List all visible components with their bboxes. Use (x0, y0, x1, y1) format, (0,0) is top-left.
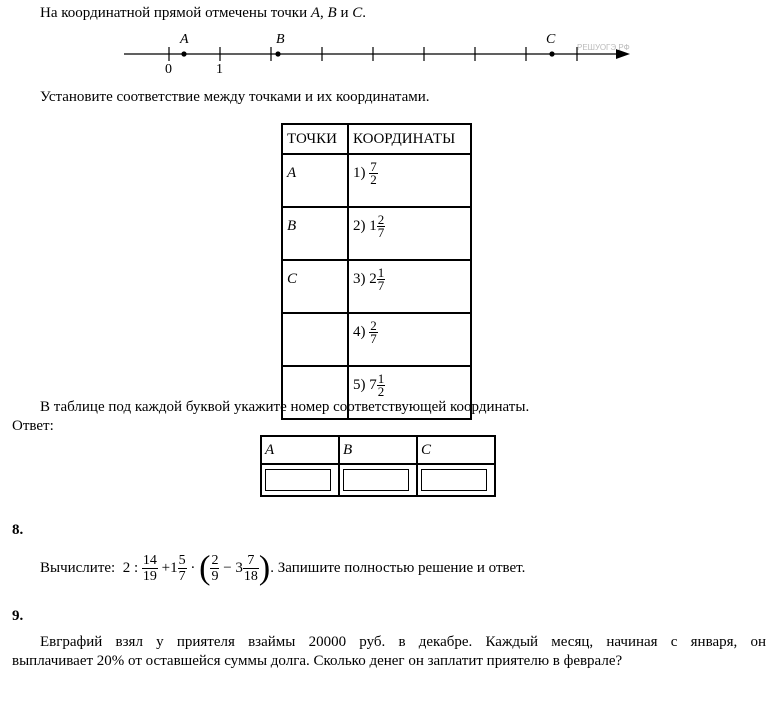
answer-col-b: B (339, 436, 417, 464)
coord-number: 2) (353, 217, 366, 234)
table-row (282, 313, 471, 366)
fraction-14-19: $\frac{14}{19}$ (142, 553, 157, 585)
tick-label-0: 0 (165, 62, 172, 77)
point-b-label: B (276, 32, 285, 47)
table-header-row (282, 124, 471, 154)
period: . (362, 5, 366, 21)
intro-text: На координатной прямой отмечены точки (40, 5, 308, 21)
mixed-whole-1: 1 (170, 560, 178, 576)
separator: , (320, 5, 324, 21)
point-c-label: C (546, 32, 556, 47)
answer-col-c: C (417, 436, 495, 464)
expr-minus: − (223, 560, 232, 576)
right-paren: ) (258, 549, 271, 587)
answer-cell-a (261, 464, 339, 496)
coord-cell (348, 260, 471, 313)
coord-whole: 7 (369, 376, 377, 393)
coord-fraction: $\frac{7}{2}$ (370, 159, 377, 187)
coord-whole: 2 (369, 270, 377, 287)
point-cell: B (282, 207, 348, 260)
point-a-dot (181, 51, 186, 56)
tick-label-1: 1 (216, 62, 223, 77)
coord-fraction: $\frac{1}{2}$ (377, 371, 385, 399)
point-cell: C (282, 260, 348, 313)
point-c-ref: C (352, 5, 363, 21)
coord-number: 4) (353, 323, 366, 340)
header-coords: КООРДИНАТЫ (348, 124, 471, 154)
expr-a: 2 (122, 560, 131, 576)
answer-input-c[interactable] (421, 469, 487, 491)
expr-plus: + (161, 560, 171, 576)
task9-line1: Евграфий взял у приятеля взаймы 20000 руб. в декабре. Каждый месяц, начиная с января, он (40, 634, 766, 650)
coord-fraction: $\frac{2}{7}$ (377, 212, 385, 240)
mixed-whole-2: 3 (235, 560, 243, 576)
fraction-5-7: $\frac{5}{7}$ (178, 553, 186, 585)
point-cell (282, 313, 348, 366)
task7-instruction: Установите соответствие между точками и их координатами. (40, 89, 430, 105)
coord-whole: 1 (369, 217, 377, 234)
expr-dot: · (190, 560, 196, 576)
answer-cell-b (339, 464, 417, 496)
answer-header-row (261, 436, 495, 464)
table-row (282, 207, 471, 260)
coord-cell (348, 313, 471, 366)
answer-input-row (261, 464, 495, 496)
answer-instruction: В таблице под каждой буквой укажите номер соответствующей координаты. (40, 399, 530, 415)
coord-cell (348, 207, 471, 260)
table-row (282, 260, 471, 313)
point-b-ref: B (327, 5, 337, 21)
header-points: ТОЧКИ (282, 124, 348, 154)
point-b-dot (275, 51, 280, 56)
coord-fraction: $\frac{2}{7}$ (370, 318, 377, 346)
expr-colon: : (133, 560, 139, 576)
answer-input-a[interactable] (265, 469, 331, 491)
task8-suffix: . Запишите полностью решение и ответ. (270, 560, 526, 576)
number-line (0, 28, 778, 80)
table-row (282, 154, 471, 207)
left-paren: ( (199, 549, 211, 587)
task7-intro (40, 5, 366, 22)
and-word: и (340, 5, 349, 21)
point-cell: A (282, 154, 348, 207)
fraction-2-9: $\frac{2}{9}$ (211, 553, 219, 585)
coord-number: 5) (353, 376, 366, 393)
task9-line2: выплачивает 20% от оставшейся суммы долга. Сколько денег он заплатит приятелю в феврале? (12, 653, 623, 669)
answer-input-b[interactable] (343, 469, 409, 491)
point-c-dot (549, 51, 554, 56)
task8-number: 8. (12, 522, 24, 538)
task8-prefix: Вычислите: (40, 560, 116, 576)
answer-label: Ответ: (12, 418, 54, 434)
fraction-7-18: $\frac{7}{18}$ (243, 553, 258, 585)
point-a-label: A (180, 32, 189, 47)
answer-cell-c (417, 464, 495, 496)
point-a-ref: A (310, 5, 321, 21)
coord-number: 3) (353, 270, 366, 287)
coordinates-table (281, 123, 472, 420)
answer-table (260, 435, 496, 497)
coord-cell (348, 154, 471, 207)
task8-line (40, 546, 525, 591)
task9-number: 9. (12, 608, 24, 624)
answer-col-a: A (261, 436, 339, 464)
coord-fraction: $\frac{1}{7}$ (377, 265, 385, 293)
watermark: РЕШУОГЭ.РФ (577, 43, 630, 52)
coord-number: 1) (353, 164, 366, 181)
